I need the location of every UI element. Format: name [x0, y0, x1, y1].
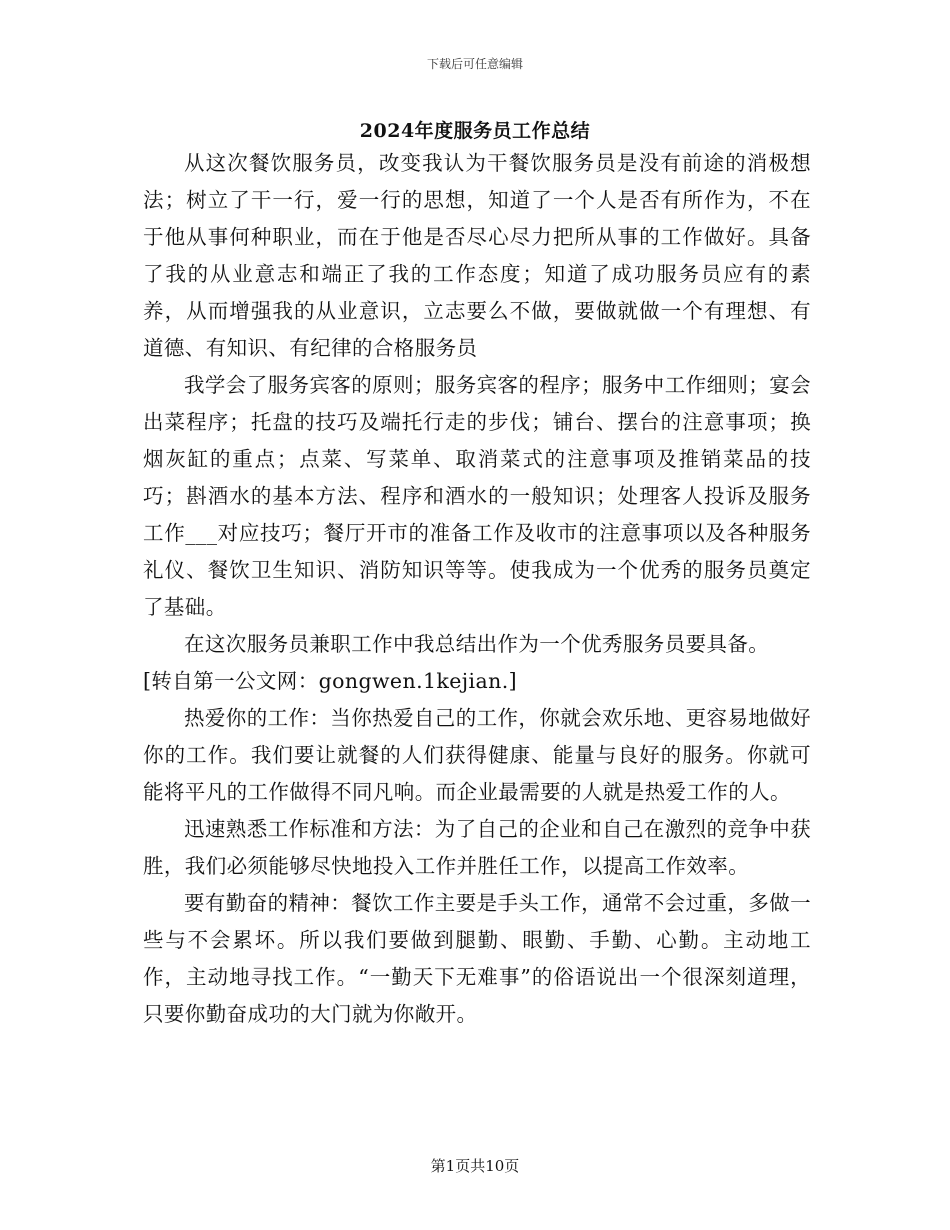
paragraph: 迅速熟悉工作标准和方法：为了自己的企业和自己在激烈的竞争中获胜，我们必须能够尽快地投入工作并胜任工作，以提高工作效率。 [143, 817, 811, 878]
document-body [143, 145, 811, 1033]
page-header-note: 下载后可任意编辑 [426, 57, 523, 71]
paragraph: 在这次服务员兼职工作中我总结出作为一个优秀服务员要具备。 [184, 632, 770, 656]
document-title: 2024年度服务员工作总结 [359, 120, 591, 142]
paragraph: 从这次餐饮服务员，改变我认为干餐饮服务员是没有前途的消极想法；树立了干一行，爱一行的思想，知道了一个人是否有所作为，不在于他从事何种职业，而在于他是否尽心尽力把所从事的工作做好。具备了我的从业意志和端正了我的工作态度；知道了成功服务员应有的素养，从而增强我的从业意识，立志要么不做，要做就做一个有理想、有道德、有知识、有纪律的合格服务员 [143, 151, 811, 360]
page-number: 第1页共10页 [430, 1157, 520, 1175]
paragraph: 我学会了服务宾客的原则；服务宾客的程序；服务中工作细则；宴会出菜程序；托盘的技巧及端托行走的步伐；铺台、摆台的注意事项；换烟灰缸的重点；点菜、写菜单、取消菜式的注意事项及推销菜品的技巧；斟酒水的基本方法、程序和酒水的一般知识；处理客人投诉及服务工作___对应技巧；餐厅开市的准备工作及收市的注意事项以及各种服务礼仪、餐饮卫生知识、消防知识等等。使我成为一个优秀的服务员奠定了基础。 [143, 373, 811, 619]
paragraph: 热爱你的工作：当你热爱自己的工作，你就会欢乐地、更容易地做好你的工作。我们要让就餐的人们获得健康、能量与良好的服务。你就可能将平凡的工作做得不同凡响。而企业最需要的人就是热爱工作的人。 [143, 706, 811, 804]
paragraph: 要有勤奋的精神：餐饮工作主要是手头工作，通常不会过重，多做一些与不会累坏。所以我们要做到腿勤、眼勤、手勤、心勤。主动地工作，主动地寻找工作。“一勤天下无难事”的俗语说出一个很深刻道理，只要你勤奋成功的大门就为你敞开。 [143, 891, 811, 1026]
source-note: [转自第一公文网：gongwen.1kejian.] [143, 669, 518, 693]
